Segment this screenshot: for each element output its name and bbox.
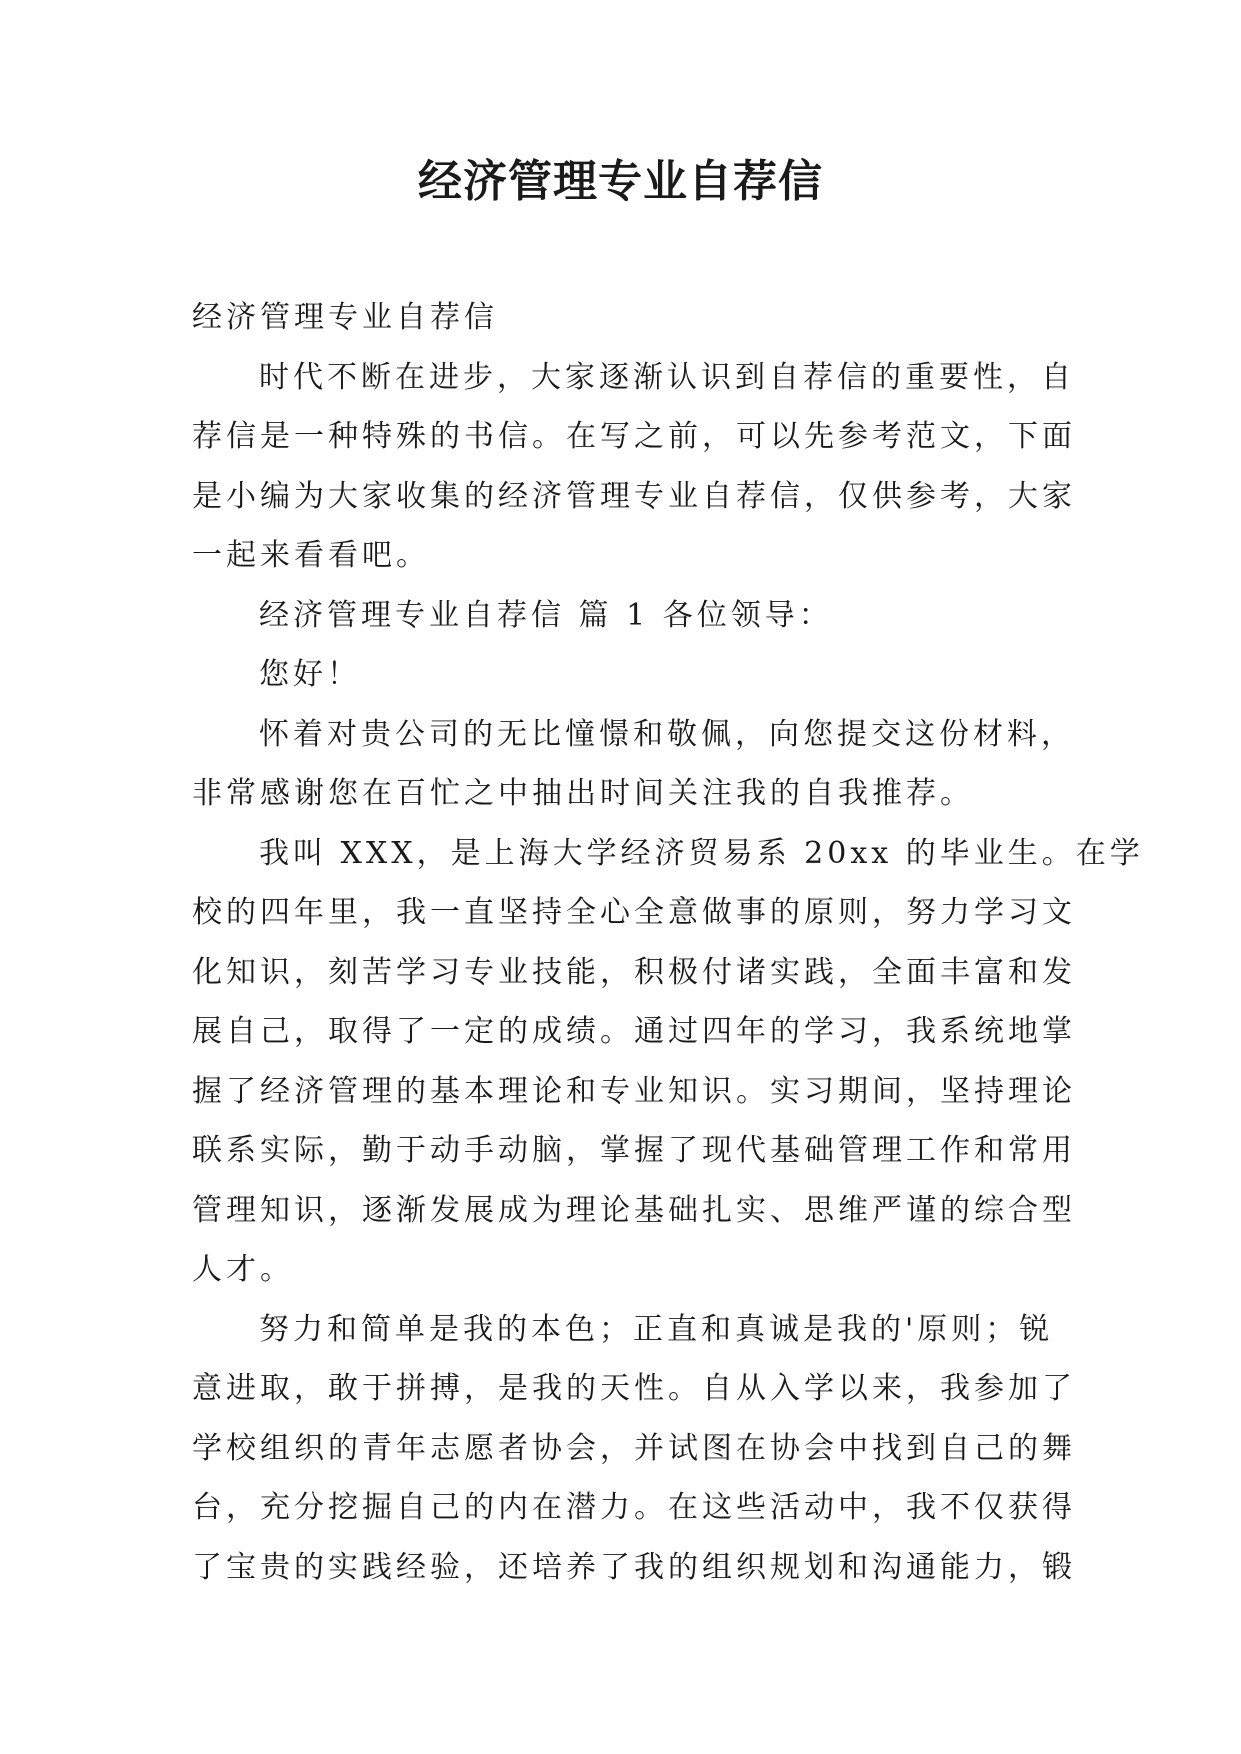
text-line: 时代不断在进步，大家逐渐认识到自荐信的重要性，自	[259, 359, 1075, 395]
text-line: 经济管理专业自荐信 篇 1 各位领导：	[259, 597, 833, 633]
text-line: 联系实际，勤于动手动脑，掌握了现代基础管理工作和常用	[192, 1133, 1076, 1168]
text-line: 台，充分挖掘自己的内在潜力。在这些活动中，我不仅获得	[192, 1490, 1076, 1525]
text-line: 是小编为大家收集的经济管理专业自荐信，仅供参考，大家	[192, 478, 1076, 514]
text-line: 学校组织的青年志愿者协会，并试图在协会中找到自己的舞	[192, 1430, 1076, 1466]
text-line: 化知识，刻苦学习专业技能，积极付诸实践，全面丰富和发	[192, 954, 1076, 990]
text-line: 我叫 XXX，是上海大学经济贸易系 20xx 的毕业生。在学	[259, 835, 1144, 871]
document-title: 经济管理专业自荐信	[418, 156, 823, 207]
text-line: 荐信是一种特殊的书信。在写之前，可以先参考范文，下面	[192, 419, 1076, 454]
text-line: 人才。	[192, 1252, 294, 1287]
text-line: 努力和简单是我的本色；正直和真诚是我的'原则；锐	[259, 1311, 1054, 1347]
text-line: 管理知识，逐渐发展成为理论基础扎实、思维严谨的综合型	[192, 1192, 1076, 1228]
text-line: 怀着对贵公司的无比憧憬和敬佩，向您提交这份材料，	[259, 716, 1075, 752]
text-line: 握了经济管理的基本理论和专业知识。实习期间，坚持理论	[192, 1073, 1076, 1109]
text-line: 一起来看看吧。	[192, 538, 430, 573]
text-line: 校的四年里，我一直坚持全心全意做事的原则，努力学习文	[192, 895, 1076, 930]
text-line: 您好！	[259, 657, 361, 692]
text-line: 展自己，取得了一定的成绩。通过四年的学习，我系统地掌	[192, 1014, 1076, 1049]
document-body	[192, 288, 1144, 1597]
text-line: 了宝贵的实践经验，还培养了我的组织规划和沟通能力，锻	[192, 1549, 1076, 1585]
text-line: 经济管理专业自荐信	[192, 300, 498, 335]
text-line: 意进取，敢于拼搏，是我的天性。自从入学以来，我参加了	[192, 1371, 1076, 1406]
text-line: 非常感谢您在百忙之中抽出时间关注我的自我推荐。	[192, 776, 974, 811]
